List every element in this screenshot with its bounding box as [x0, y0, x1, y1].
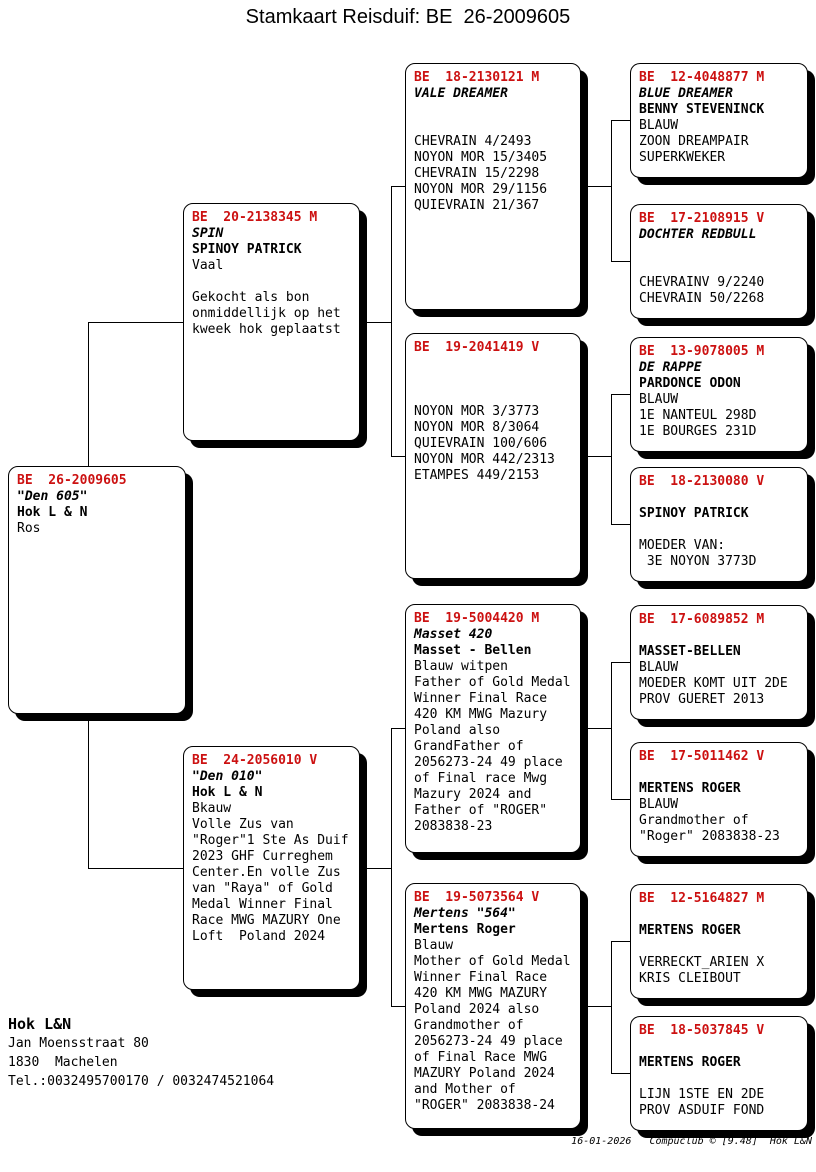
- connector-line: [611, 941, 630, 942]
- breeder-name: Masset - Bellen: [414, 643, 532, 658]
- pigeon-info: CHEVRAIN 4/2493 NOYON MOR 15/3405 CHEVRAIN 15/2298 NOYON MOR 29/1156 QUIEVRAIN 21/367: [414, 134, 548, 213]
- connector-line: [360, 868, 392, 869]
- pigeon-info: BLAUW Grandmother of "Roger" 2083838-23: [639, 797, 780, 844]
- connector-line: [611, 120, 612, 261]
- pigeon-info: Ros: [17, 521, 41, 536]
- connector-line: [391, 728, 405, 729]
- pigeon-info: Blauw witpen Father of Gold Medal Winner Final Race 420 KM MWG Mazury Poland also GrandFather of 2056273-24 49 place of Final race Mwg Mazury 2024 and Father of "ROGER" 2083838-23: [414, 659, 571, 834]
- breeder-name: [639, 243, 799, 259]
- pigeon-name: [414, 356, 572, 372]
- ring-number: BE 12-5164827 M: [639, 891, 765, 906]
- pedigree-box-ggm1: [630, 204, 808, 319]
- pedigree-box-ggf4: [630, 884, 808, 999]
- pigeon-name: Mertens "564": [414, 906, 516, 921]
- pedigree-box-grandfather-paternal: [405, 63, 581, 310]
- pedigree-box-ggm2: [630, 467, 808, 582]
- ring-number: BE 17-2108915 V: [639, 211, 765, 226]
- ring-number: BE 17-5011462 V: [639, 749, 765, 764]
- breeder-name: MERTENS ROGER: [639, 1055, 741, 1070]
- pedigree-box-ggf3: [630, 605, 808, 720]
- pigeon-name: [639, 628, 799, 644]
- ring-number: BE 19-5073564 V: [414, 890, 540, 905]
- owner-address-line2: 1830 Machelen: [8, 1055, 118, 1070]
- breeder-name: SPINOY PATRICK: [192, 242, 302, 257]
- connector-line: [581, 456, 612, 457]
- connector-line: [88, 322, 183, 323]
- ring-number: BE 18-2130121 M: [414, 70, 540, 85]
- connector-line: [611, 261, 630, 262]
- connector-line: [88, 868, 183, 869]
- connector-line: [611, 662, 612, 799]
- owner-address-line1: Jan Moensstraat 80: [8, 1036, 149, 1051]
- pigeon-info: BLAUW MOEDER KOMT UIT 2DE PROV GUERET 2013: [639, 660, 788, 707]
- connector-line: [581, 186, 612, 187]
- connector-line: [581, 728, 612, 729]
- pedigree-box-ggf2: [630, 337, 808, 452]
- pigeon-name: "Den 010": [192, 769, 263, 784]
- ring-number: BE 19-5004420 M: [414, 611, 540, 626]
- connector-line: [611, 394, 630, 395]
- connector-line: [391, 1006, 405, 1007]
- connector-line: [391, 186, 405, 187]
- pigeon-name: [639, 765, 799, 781]
- pigeon-info: Vaal Gekocht als bon onmiddellijk op het kweek hok geplaatst: [192, 258, 341, 337]
- connector-line: [611, 394, 612, 524]
- pigeon-info: Blauw Mother of Gold Medal Winner Final Race 420 KM MWG MAZURY Poland 2024 also Grandmother of 2056273-24 49 place of Final Race MWG MAZURY Poland 2024 and Mother of "ROGER" 2083838-24: [414, 938, 571, 1113]
- pedigree-box-subject: [8, 466, 186, 714]
- pigeon-info: Bkauw Volle Zus van "Roger"1 Ste As Duif 2023 GHF Curreghem Center.En volle Zus van "Raya" of Gold Medal Winner Final Race MWG MAZURY One Loft Poland 2024: [192, 801, 349, 944]
- connector-line: [611, 799, 630, 800]
- connector-line: [391, 456, 405, 457]
- ring-number: BE 17-6089852 M: [639, 612, 765, 627]
- pedigree-box-father: [183, 203, 360, 441]
- pigeon-name: [639, 490, 799, 506]
- pedigree-box-grandmother-maternal: [405, 883, 581, 1129]
- connector-line: [360, 322, 392, 323]
- pigeon-info: NOYON MOR 3/3773 NOYON MOR 8/3064 QUIEVRAIN 100/606 NOYON MOR 442/2313 ETAMPES 449/2153: [414, 404, 555, 483]
- breeder-name: MASSET-BELLEN: [639, 644, 741, 659]
- pedigree-box-ggm4: [630, 1016, 808, 1131]
- pigeon-name: [639, 1039, 799, 1055]
- connector-line: [611, 120, 630, 121]
- footer-credit: 16-01-2026 Compuclub © [9.48] Hok L&N: [571, 1136, 812, 1147]
- pedigree-box-ggm3: [630, 742, 808, 857]
- pigeon-name: Masset 420: [414, 627, 493, 642]
- breeder-name: [414, 102, 572, 118]
- page-title: Stamkaart Reisduif: BE 26-2009605: [245, 6, 571, 28]
- breeder-name: [414, 372, 572, 388]
- pigeon-name: DE RAPPE: [639, 360, 702, 375]
- ring-number: BE 20-2138345 M: [192, 210, 318, 225]
- ring-number: BE 13-9078005 M: [639, 344, 765, 359]
- breeder-name: PARDONCE ODON: [639, 376, 741, 391]
- connector-line: [88, 322, 89, 466]
- pigeon-info: VERRECKT_ARIEN X KRIS CLEIBOUT: [639, 955, 765, 986]
- pigeon-name: SPIN: [192, 226, 224, 241]
- breeder-name: Mertens Roger: [414, 922, 516, 937]
- owner-name: Hok L&N: [8, 1015, 72, 1033]
- ring-number: BE 26-2009605: [17, 473, 127, 488]
- breeder-name: Hok L & N: [17, 505, 88, 520]
- pigeon-info: BLAUW 1E NANTEUL 298D 1E BOURGES 231D: [639, 392, 757, 439]
- pigeon-info: CHEVRAINV 9/2240 CHEVRAIN 50/2268: [639, 275, 765, 306]
- pigeon-info: MOEDER VAN: 3E NOYON 3773D: [639, 538, 757, 569]
- pedigree-box-ggf1: [630, 63, 808, 178]
- pigeon-name: [639, 907, 799, 923]
- connector-line: [391, 728, 392, 1006]
- pigeon-name: VALE DREAMER: [414, 86, 508, 101]
- connector-line: [581, 1006, 612, 1007]
- owner-block: [8, 1014, 274, 1091]
- connector-line: [88, 714, 89, 868]
- connector-line: [611, 662, 630, 663]
- owner-phone: Tel.:0032495700170 / 0032474521064: [8, 1074, 275, 1089]
- pedigree-box-grandfather-maternal: [405, 604, 581, 853]
- ring-number: BE 19-2041419 V: [414, 340, 540, 355]
- ring-number: BE 24-2056010 V: [192, 753, 318, 768]
- pigeon-name: DOCHTER REDBULL: [639, 227, 757, 242]
- breeder-name: Hok L & N: [192, 785, 263, 800]
- pigeon-name: "Den 605": [17, 489, 88, 504]
- pigeon-name: BLUE DREAMER: [639, 86, 733, 101]
- ring-number: BE 18-5037845 V: [639, 1023, 765, 1038]
- ring-number: BE 18-2130080 V: [639, 474, 765, 489]
- connector-line: [611, 1073, 630, 1074]
- pigeon-info: LIJN 1STE EN 2DE PROV ASDUIF FOND: [639, 1087, 765, 1118]
- breeder-name: SPINOY PATRICK: [639, 506, 749, 521]
- breeder-name: MERTENS ROGER: [639, 781, 741, 796]
- breeder-name: BENNY STEVENINCK: [639, 102, 765, 117]
- connector-line: [611, 524, 630, 525]
- connector-line: [611, 941, 612, 1073]
- ring-number: BE 12-4048877 M: [639, 70, 765, 85]
- pedigree-box-grandmother-paternal: [405, 333, 581, 579]
- pigeon-info: BLAUW ZOON DREAMPAIR SUPERKWEKER: [639, 118, 749, 165]
- breeder-name: MERTENS ROGER: [639, 923, 741, 938]
- pedigree-box-mother: [183, 746, 360, 990]
- connector-line: [391, 186, 392, 456]
